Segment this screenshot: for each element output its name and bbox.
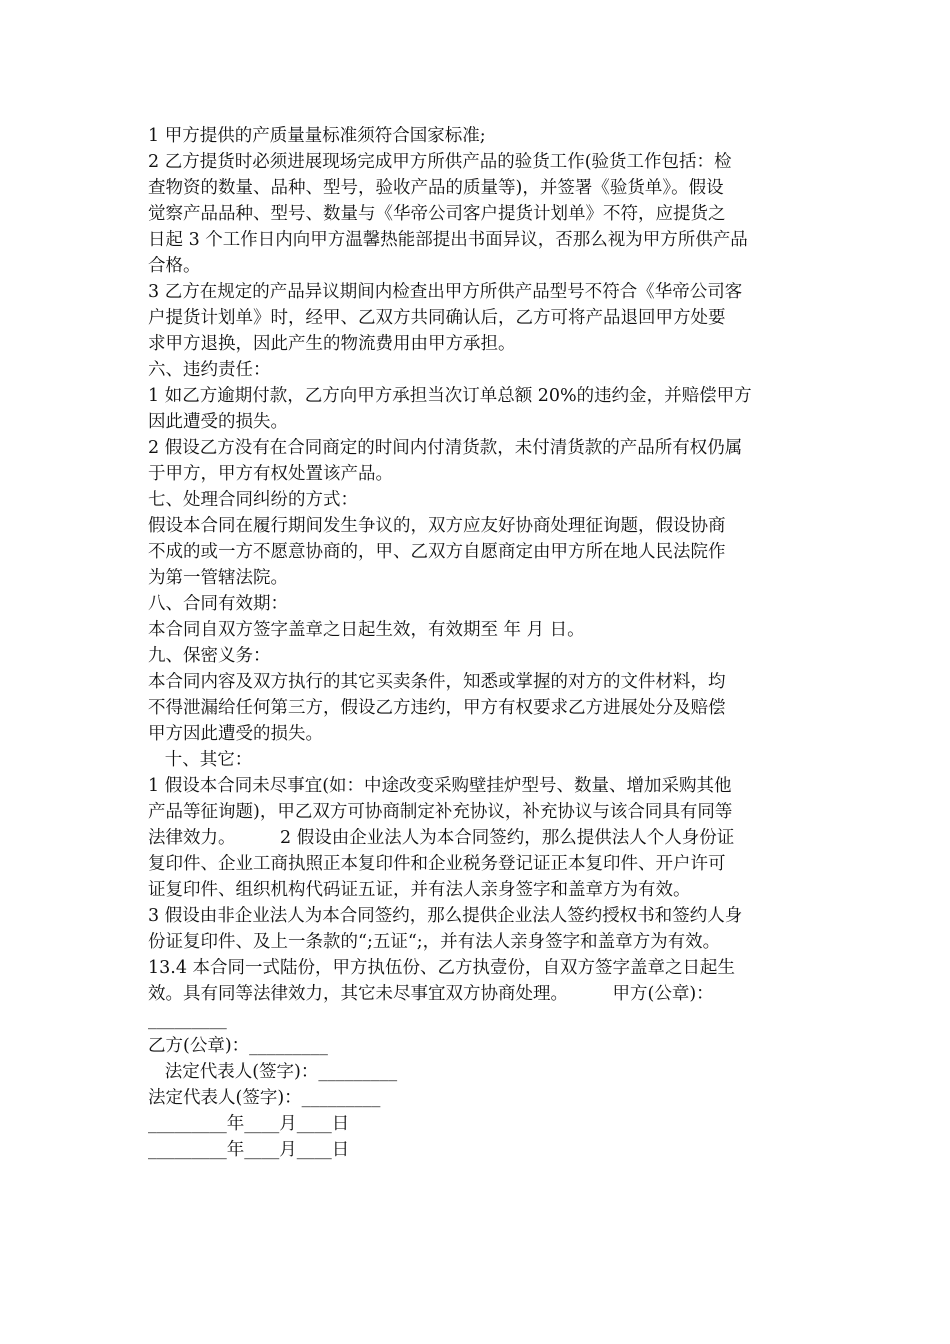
paragraph-line: 产品等征询题)，甲乙双方可协商制定补充协议，补充协议与该合同具有同等 (148, 802, 733, 822)
paragraph-line: 本合同自双方签字盖章之日起生效，有效期至 年 月 日。 (148, 620, 585, 640)
paragraph-line: 效。具有同等法律效力，其它未尽事宜双方协商处理。 甲方(公章)： (148, 984, 714, 1004)
paragraph-line: 1 假设本合同未尽事宜(如：中途改变采购壁挂炉型号、数量、增加采购其他 (148, 776, 732, 796)
paragraph-line: 合格。 (148, 256, 201, 276)
section-heading: 九、保密义务： (148, 646, 271, 666)
paragraph-line: 3 乙方在规定的产品异议期间内检查出甲方所供产品型号不符合《华帝公司客 (148, 282, 743, 302)
signature-line: 法定代表人(签字)：_________ (148, 1062, 398, 1082)
paragraph-line: 2 乙方提货时必须进展现场完成甲方所供产品的验货工作(验货工作包括：检 (148, 152, 732, 172)
paragraph-line: 1 甲方提供的产质量量标准须符合国家标准; (148, 126, 486, 146)
section-heading: 七、处理合同纠纷的方式： (148, 490, 358, 510)
paragraph-line: 复印件、企业工商执照正本复印件和企业税务登记证正本复印件、开户许可 (148, 854, 726, 874)
paragraph-line: 份证复印件、及上一条款的“;五证“;，并有法人亲身签字和盖章方为有效。 (148, 932, 721, 952)
paragraph-line: 不得泄漏给任何第三方，假设乙方违约，甲方有权要求乙方进展处分及赔偿 (148, 698, 726, 718)
paragraph-line: 13.4 本合同一式陆份，甲方执伍份、乙方执壹份，自双方签字盖章之日起生 (148, 958, 736, 978)
paragraph-line: 2 假设乙方没有在合同商定的时间内付清货款，未付清货款的产品所有权仍属 (148, 438, 743, 458)
paragraph-line: 假设本合同在履行期间发生争议的，双方应友好协商处理征询题，假设协商 (148, 516, 726, 536)
paragraph-line: 证复印件、组织机构代码证五证，并有法人亲身签字和盖章方为有效。 (148, 880, 691, 900)
paragraph-line: 不成的或一方不愿意协商的，甲、乙双方自愿商定由甲方所在地人民法院作 (148, 542, 726, 562)
paragraph-line: 本合同内容及双方执行的其它买卖条件，知悉或掌握的对方的文件材料，均 (148, 672, 726, 692)
paragraph-line: 觉察产品品种、型号、数量与《华帝公司客户提货计划单》不符，应提货之 (148, 204, 726, 224)
signature-line: _________ (148, 1010, 227, 1030)
paragraph-line: 户提货计划单》时，经甲、乙双方共同确认后，乙方可将产品退回甲方处要 (148, 308, 726, 328)
section-heading: 八、合同有效期： (148, 594, 288, 614)
document-body (148, 123, 813, 1163)
signature-line: 法定代表人(签字)：_________ (148, 1088, 381, 1108)
paragraph-line: 3 假设由非企业法人为本合同签约，那么提供企业法人签约授权书和签约人身 (148, 906, 743, 926)
paragraph-line: 日起 3 个工作日内向甲方温馨热能部提出书面异议，否那么视为甲方所供产品 (148, 230, 748, 250)
section-heading: 六、违约责任： (148, 360, 271, 380)
paragraph-line: 因此遭受的损失。 (148, 412, 288, 432)
paragraph-line: 于甲方，甲方有权处置该产品。 (148, 464, 393, 484)
section-heading: 十、其它： (148, 750, 253, 770)
paragraph-line: 1 如乙方逾期付款，乙方向甲方承担当次订单总额 20%的违约金，并赔偿甲方 (148, 386, 752, 406)
paragraph-line: 查物资的数量、品种、型号，验收产品的质量等)，并签署《验货单》。假设 (148, 178, 724, 198)
paragraph-line: 求甲方退换，因此产生的物流费用由甲方承担。 (148, 334, 516, 354)
date-line: _________年____月____日 (148, 1140, 350, 1160)
paragraph-line: 为第一管辖法院。 (148, 568, 288, 588)
paragraph-line: 甲方因此遭受的损失。 (148, 724, 323, 744)
date-line: _________年____月____日 (148, 1114, 350, 1134)
signature-line: 乙方(公章)：_________ (148, 1036, 328, 1056)
paragraph-line: 法律效力。 2 假设由企业法人为本合同签约，那么提供法人个人身份证 (148, 828, 735, 848)
